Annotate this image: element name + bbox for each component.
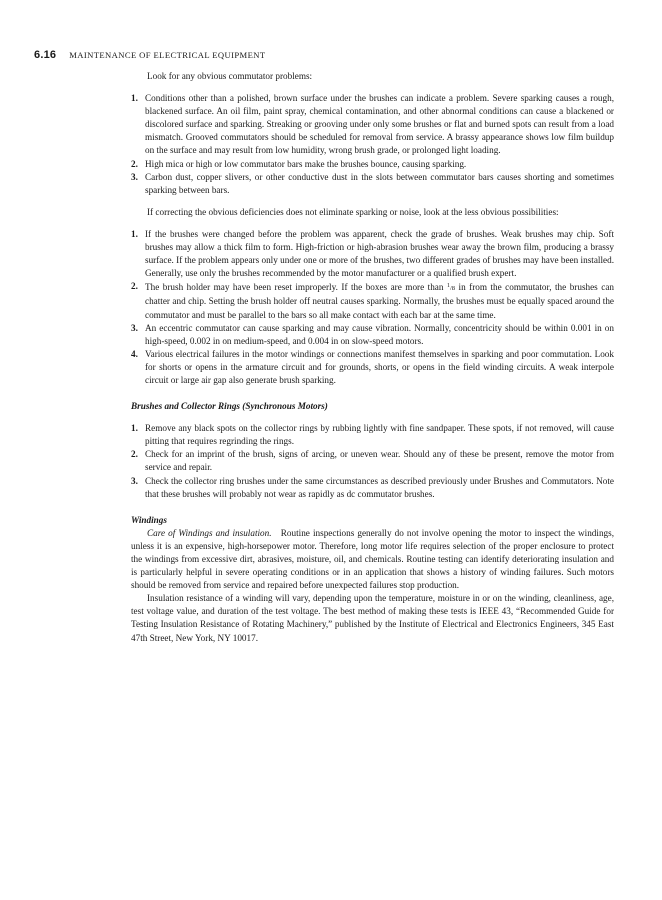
list-item (131, 475, 614, 501)
list-number: 3. (131, 171, 138, 182)
list-number: 3. (131, 475, 138, 486)
windings-subheading: Care of Windings and insulation. (147, 527, 272, 538)
list-number: 1. (131, 423, 138, 434)
fraction-numerator: 1 (446, 283, 450, 290)
list-item-text: Various electrical failures in the motor windings or connections manifest themselves in sparking and poor commutation. Look for shorts or opens in the armature circuit and for grounds, shorts, or opens in the field winding circuits. A weak interpole circuit or large air gap also generate brush sparking. (145, 348, 614, 385)
page-number: 6.16 (34, 49, 57, 61)
list-item-text: If the brushes were changed before the problem was apparent, check the grade of brushes. Weak brushes may chip. Soft brushes may allow a thick film to form. High-friction or high-abrasion brushes wear away the brown film, producing a brassy surface. If the problem appears only under one or more of the brushes, two different grades of brushes may have been installed. Generally, use only the brushes recommended by the motor manufacturer or a qualified brush expert. (145, 228, 614, 279)
section-heading-brushes: Brushes and Collector Rings (Synchronous Motors) (131, 401, 328, 412)
less-obvious-list (131, 228, 614, 387)
commutator-problems-list (131, 92, 614, 197)
list-item (131, 448, 614, 474)
windings-paragraph-1 (131, 527, 614, 592)
less-obvious-paragraph: If correcting the obvious deficiencies does not eliminate sparking or noise, look at the less obvious possibilities: (147, 206, 559, 217)
collector-rings-list (131, 422, 614, 501)
list-item-text: An eccentric commutator can cause sparking and may cause vibration. Normally, concentricity should be within 0.001 in on high-speed, 0.002 in on medium-speed, and 0.004 in on slow-speed motors. (145, 322, 614, 346)
running-title: MAINTENANCE OF ELECTRICAL EQUIPMENT (69, 50, 266, 60)
list-item (131, 422, 614, 448)
list-number: 1. (131, 228, 138, 239)
list-item (131, 171, 614, 197)
list-number: 2. (131, 449, 138, 460)
list-number: 4. (131, 348, 138, 359)
page-body (131, 70, 614, 645)
list-item-text: Check for an imprint of the brush, signs of arcing, or uneven wear. Should any of these be present, remove the motor from service and repair. (145, 449, 614, 473)
fraction-denominator: 8 (451, 285, 456, 293)
fraction: $^1$/8 (446, 283, 456, 293)
list-item-text: Carbon dust, copper slivers, or other conductive dust in the slots between commutator bars causes shorting and sometimes sparking between bars. (145, 171, 614, 195)
list-item (131, 92, 614, 157)
page-header (34, 49, 266, 61)
list-item (131, 158, 614, 171)
list-number: 2. (131, 158, 138, 169)
section-heading-windings: Windings (131, 514, 167, 525)
list-item-text: High mica or high or low commutator bars make the brushes bounce, causing sparking. (145, 158, 467, 169)
list-number: 1. (131, 93, 138, 104)
intro-paragraph: Look for any obvious commutator problems: (147, 71, 313, 81)
list-item-text: Remove any black spots on the collector rings by rubbing lightly with fine sandpaper. These spots, if not removed, will cause pitting that requires regrinding the rings. (145, 423, 614, 447)
list-item-text: Check the collector ring brushes under the same circumstances as described previously under Brushes and Commutators. Note that these brushes will probably not wear as rapidly as dc commutator brushes. (145, 475, 614, 499)
windings-paragraph-1-text: Routine inspections generally do not involve opening the motor to inspect the windings, unless it is an expensive, high-horsepower motor. Therefore, long motor life requires selection of the proper enclosure to protect the windings from excessive dirt, abrasives, moisture, oil, and chemicals. Routine testing can identify deteriorating insulation and is particularly helpful in severe operating conditions or in an application that shows a history of winding failures. Such motors should be removed from service and repaired before unexpected failures stop production. (131, 527, 615, 591)
list-item (131, 348, 614, 387)
list-item (131, 228, 614, 280)
list-item-text: Conditions other than a polished, brown surface under the brushes can indicate a problem. Severe sparking causes a rough, blackened surface. An oil film, paint spray, chemical contamination, and other abnormal conditions can cause a blackened or discolored surface and sparking. Streaking or grooving under only some brushes or flat and burned spots can result from a load mismatch. Grooved commutators should be scheduled for removal from service. A brassy appearance shows low film buildup on the surface and may result from low humidity, wrong brush grade, or prolonged light loading. (145, 93, 614, 156)
list-item (131, 322, 614, 348)
list-item-text-before: The brush holder may have been reset improperly. If the boxes are more than (145, 282, 447, 293)
list-item-text-after: in from the commutator, the brushes can chatter and chip. Setting the brush holder off neutral causes sparking. Normally, the brushes must be equally spaced around the commutator and must be parallel to the bars so all make contact with each bar at the same time. (145, 282, 614, 320)
list-number: 3. (131, 322, 138, 333)
list-number: 2. (131, 281, 138, 292)
windings-paragraph-2: Insulation resistance of a winding will vary, depending upon the temperature, moisture in or on the winding, cleanliness, age, test voltage value, and duration of the test voltage. The best method of making these tests is IEEE 43, “Recommended Guide for Testing Insulation Resistance of Rotating Machinery,” published by the Institute of Electrical and Electronics Engineers, 345 East 47th Street, New York, NY 10017. (131, 593, 614, 643)
list-item (131, 280, 614, 321)
